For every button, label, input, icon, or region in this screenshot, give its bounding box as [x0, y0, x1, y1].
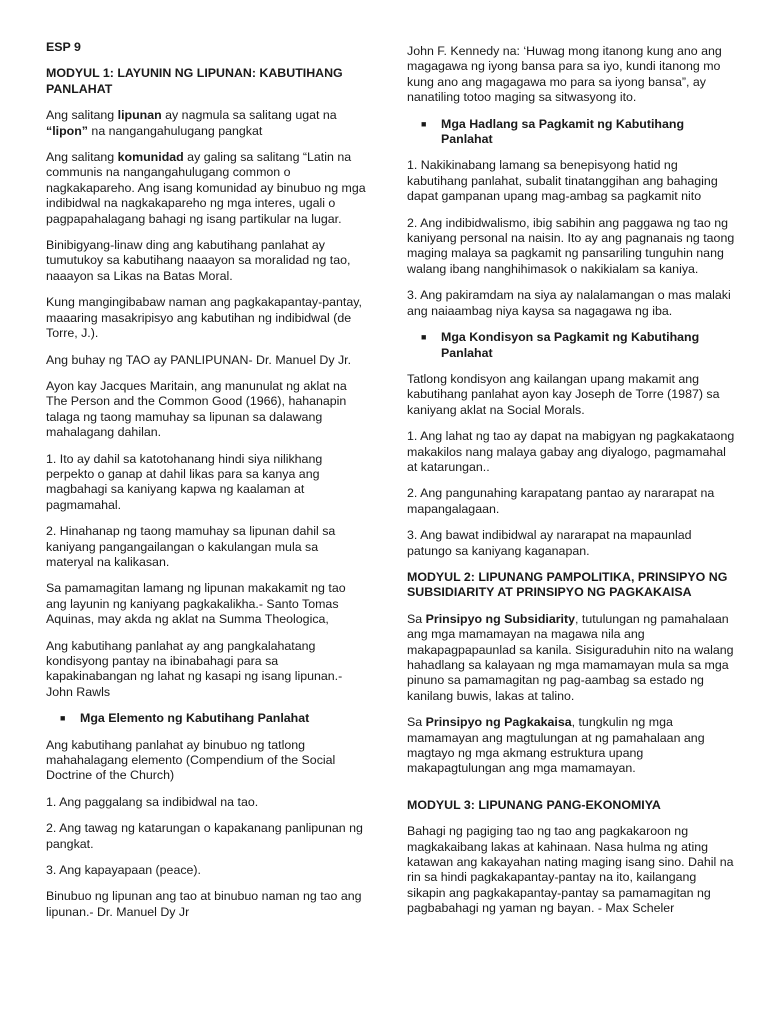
list-item: 2. Ang indibidwalismo, ibig sabihin ang paggawa ng tao ng kaniyang personal na naisin. Ito ay ang pagnanais ng taong maging malaya sa pagkamit ng pansariling tunguhin nang walang ibang nanghihimasok o nakikialam sa kaniya.	[407, 215, 735, 276]
list-item: 1. Ang paggalang sa indibidwal na tao.	[46, 794, 259, 809]
square-bullet-icon: ■	[60, 713, 66, 724]
modyul-1-heading: MODYUL 1: LAYUNIN NG LIPUNAN: KABUTIHANG PANLAHAT	[46, 66, 343, 96]
list-item: 3. Ang pakiramdam na siya ay nalalamangan o mas malaki ang naiaambag niya kaysa sa nagagawa ng iba.	[407, 288, 731, 318]
spacer	[407, 788, 737, 798]
paragraph: Ayon kay Jacques Maritain, ang manunulat ng aklat na The Person and the Common Good (1966), hahanapin talaga ng taong mamuhay sa lipunan sa dalawang mahalagang dahilan.	[46, 378, 347, 440]
list-item: 1. Ito ay dahil sa katotohanang hindi siya nilikhang perpekto o ganap at dahil likas para sa kanya ang magbahagi sa kaniyang kapwa ng kaalaman at pagmamahal.	[46, 451, 323, 512]
list-item: 2. Ang pangunahing karapatang pantao ay nararapat na mapangalagaan.	[407, 486, 715, 516]
right-column	[407, 44, 737, 928]
paragraph-scheler: Bahagi ng pagiging tao ng tao ang pagkakaroon ng magkakaibang lakas at kahinaan. Nasa hulma ng ating katawan ang kakayahan nating maging isang sino. Dahil na rin sa hindi pagkakapantay-pantay na ito, kailangang sikapin ang pagkakapantay-pantay sa pamamagitan ng pagbabahagi ng yaman ng bayan. - Max Scheler	[407, 824, 734, 916]
paragraph: Sa pamamagitan lamang ng lipunan makakamit ng tao ang layunin ng kaniyang pagkakalikha.- Santo Tomas Aquinas, may akda ng aklat na Summa Theologica,	[46, 581, 346, 627]
paragraph-subsidiarity: Sa Prinsipyo ng Subsidiarity, tutulungan ng pamahalaan ang mga mamamayan na magawa nila ang makapagpapaunlad sa kanila. Sisiguraduhin nito na walang hahadlang sa kalayaan ng mga mamamayan mula sa mga pinuno sa pamamagitan ng pag-aambag sa estado ng kanilang buwis, lakas at talino.	[407, 611, 734, 703]
paragraph-pagkakaisa: Sa Prinsipyo ng Pagkakaisa, tungkulin ng mga mamamayan ang magtulungan at ng pamahalaan ang magtayo ng mga akmang estruktura upang makapagtulungan ang mga mamamayan.	[407, 715, 705, 776]
paragraph-komunidad: Ang salitang komunidad ay galing sa salitang “Latin na communis na nangangahulugang common o nagkakapareho. Ang isang komunidad ay binubuo ng mga indibidwal na nagkakapareho ng mga interes, ugali o pagpapahalagang bahagi ng isang partikular na lugar.	[46, 150, 366, 226]
bullet-heading-kondisyon: ■ Mga Kondisyon sa Pagkamit ng Kabutihang Panlahat	[421, 330, 700, 360]
paragraph: Tatlong kondisyon ang kailangan upang makamit ang kabutihang panlahat ayon kay Joseph de Torre (1987) sa kaniyang aklat na Social Morals.	[407, 371, 720, 417]
bullet-heading-elemento: ■ Mga Elemento ng Kabutihang Panlahat	[60, 711, 310, 726]
list-item: 2. Ang tawag ng katarungan o kapakanang panlipunan ng pangkat.	[46, 821, 363, 851]
paragraph: Binibigyang-linaw ding ang kabutihang panlahat ay tumutukoy sa kabutihang naaayon sa moralidad ng tao, naaayon sa Likas na Batas Moral.	[46, 238, 351, 283]
list-item: 3. Ang kapayapaan (peace).	[46, 863, 201, 878]
modyul-3-heading: MODYUL 3: LIPUNANG PANG-EKONOMIYA	[407, 797, 661, 812]
paragraph: Ang buhay ng TAO ay PANLIPUNAN- Dr. Manuel Dy Jr.	[46, 352, 352, 367]
subject-label: ESP 9	[46, 40, 81, 54]
paragraph-kennedy: John F. Kennedy na: ‘Huwag mong itanong kung ano ang magagawa ng iyong bansa para sa iyo, kundi itanong mo kung ano ang magagawa mo para sa iyong bansa”, ay nanatiling totoo maging sa sitwasyong ito.	[407, 44, 722, 105]
square-bullet-icon: ■	[421, 332, 427, 343]
list-item: 2. Hinahanap ng taong mamuhay sa lipunan dahil sa kaniyang pangangailangan o kakulangan mula sa materyal na kalikasan.	[46, 524, 336, 569]
paragraph: Kung mangingibabaw naman ang pagkakapantay-pantay, maaaring masakripisyo ang kabutihan ng indibidwal (de Torre, J.).	[46, 295, 362, 341]
square-bullet-icon: ■	[421, 118, 427, 129]
list-item: 1. Ang lahat ng tao ay dapat na mabigyan ng pagkakataong makakilos nang malaya gabay ang diyalogo, pagmamahal at katarungan..	[407, 429, 735, 474]
left-column	[46, 40, 368, 931]
paragraph: Ang kabutihang panlahat ay ang pangkalahatang kondisyong pantay na ibinabahagi para sa kapakinabangan ng lahat ng kasapi ng isang lipunan.- John Rawls	[46, 638, 343, 699]
list-item: 3. Ang bawat indibidwal ay nararapat na mapaunlad patungo sa kaniyang kaganapan.	[407, 528, 692, 558]
modyul-2-heading: MODYUL 2: LIPUNANG PAMPOLITIKA, PRINSIPYO NG SUBSIDIARITY AT PRINSIPYO NG PAGKAKAISA	[407, 569, 728, 600]
paragraph: Ang kabutihang panlahat ay binubuo ng tatlong mahahalagang elemento (Compendium of the Social Doctrine of the Church)	[46, 737, 336, 783]
bullet-heading-hadlang: ■ Mga Hadlang sa Pagkamit ng Kabutihang Panlahat	[421, 116, 685, 147]
list-item: 1. Nakikinabang lamang sa benepisyong hatid ng kabutihang panlahat, subalit tinatanggihan ang bahaging dapat gampanan upang mag-ambag sa pagkamit nito	[407, 158, 718, 204]
paragraph: Binubuo ng lipunan ang tao at binubuo naman ng tao ang lipunan.- Dr. Manuel Dy Jr	[46, 889, 362, 919]
paragraph-lipunan: Ang salitang lipunan ay nagmula sa salitang ugat na “lipon” na nangangahulugang pangkat	[46, 108, 337, 138]
